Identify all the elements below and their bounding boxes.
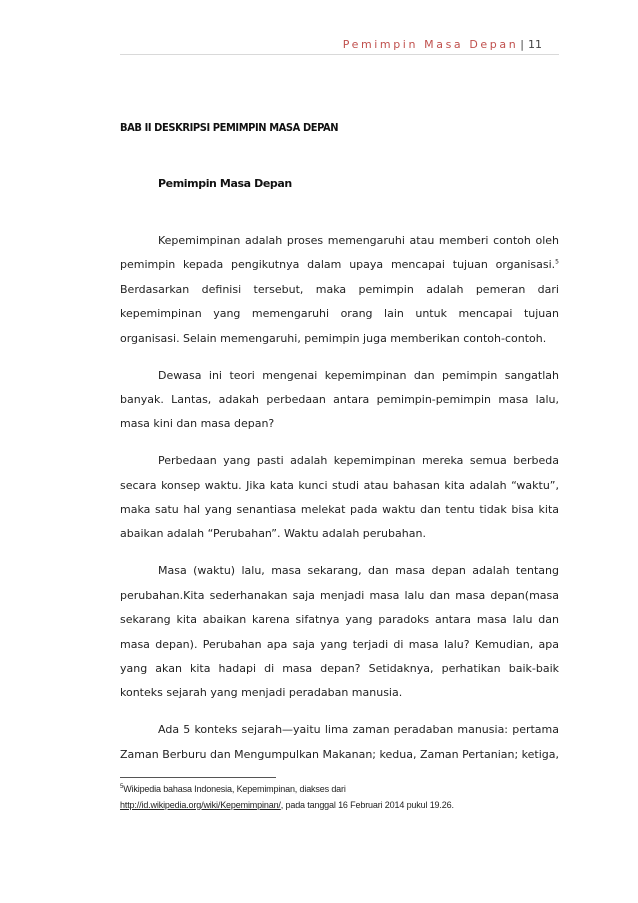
chapter-title: BAB II DESKRIPSI PEMIMPIN MASA DEPAN (120, 121, 339, 134)
header-divider (120, 54, 559, 55)
paragraph-5: Ada 5 konteks sejarah—yaitu lima zaman peradaban manusia: pertama Zaman Berburu dan Mengumpulkan Makanan; kedua, Zaman Pertanian; ketiga, (120, 723, 560, 761)
footnote-number: 5 (120, 784, 124, 790)
running-header-separator: | (520, 38, 524, 51)
running-header-title: Pemimpin Masa Depan (342, 38, 519, 51)
paragraph-3: Perbedaan yang pasti adalah kepemimpinan mereka semua berbeda secara konsep waktu. Jika kata kunci studi atau bahasan kita adalah “waktu”, maka satu hal yang senantiasa melekat pada waktu dan tentu tidak bisa kita abaikan adalah “Perubahan”. Waktu adalah perubahan. (120, 454, 559, 541)
paragraph-1 (120, 229, 559, 351)
section-title: Pemimpin Masa Depan (158, 177, 292, 190)
paragraph-text-continued: Berdasarkan definisi tersebut, maka pemimpin adalah pemeran dari kepemimpinan yang memengaruhi orang lain untuk mencapai tujuan organisasi. Selain memengaruhi, pemimpin juga memberikan contoh-contoh. (120, 282, 559, 345)
footnote (120, 780, 559, 813)
footnote-text-continued: , pada tanggal 16 Februari 2014 pukul 19.26. (280, 799, 454, 810)
footnote-reference[interactable]: 5 (555, 258, 559, 266)
footnote-divider (120, 777, 276, 778)
body-text (120, 229, 559, 780)
footnote-text: Wikipedia bahasa Indonesia, Kepemimpinan, diakses dari (123, 784, 346, 794)
footnote-link[interactable]: http://id.wikipedia.org/wiki/Kepemimpinan/ (120, 799, 281, 810)
paragraph-4: Masa (waktu) lalu, masa sekarang, dan masa depan adalah tentang perubahan.Kita sederhanakan saja menjadi masa lalu dan masa depan(masa sekarang kita abaikan karena sifatnya yang paradoks antara masa lalu dan masa depan). Perubahan apa saja yang terjadi di masa lalu? Kemudian, apa yang akan kita hadapi di masa depan? Setidaknya, perhatikan baik-baik konteks sejarah yang menjadi peradaban manusia. (120, 564, 559, 700)
running-header (343, 38, 542, 51)
page-number: 11 (528, 38, 542, 51)
paragraph-text: Kepemimpinan adalah proses memengaruhi atau memberi contoh oleh pemimpin kepada pengikutnya dalam upaya mencapai tujuan organisasi. (120, 234, 559, 272)
paragraph-2: Dewasa ini teori mengenai kepemimpinan dan pemimpin sangatlah banyak. Lantas, adakah perbedaan antara pemimpin-pemimpin masa lalu, masa kini dan masa depan? (120, 368, 559, 431)
